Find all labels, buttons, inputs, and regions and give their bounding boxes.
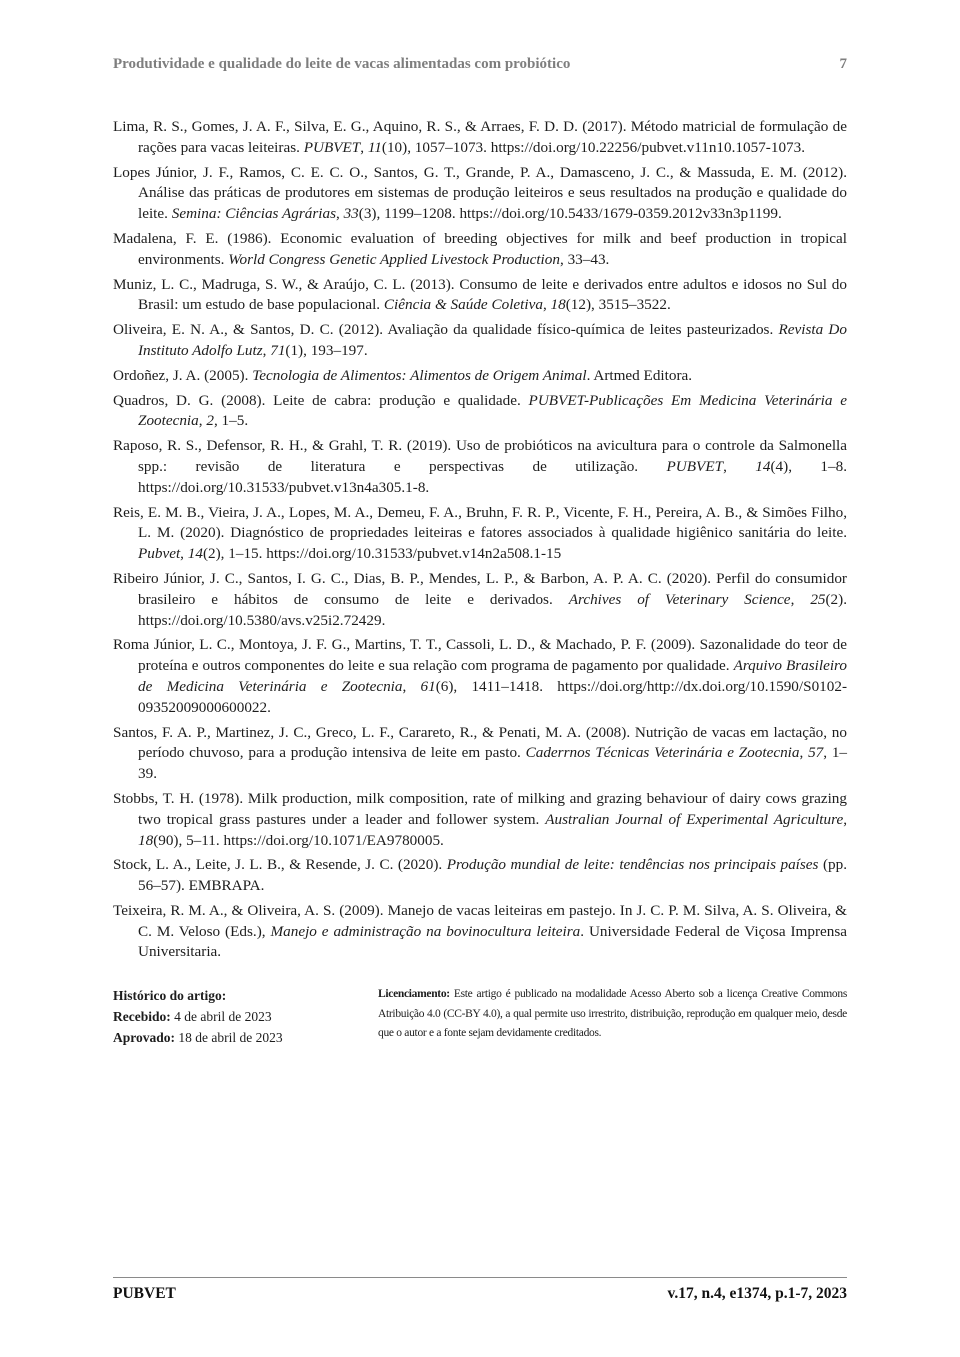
reference-text-segment: Raposo, R. S., Defensor, R. H., & Grahl, T. R. (2019). Uso de probióticos na avicultura para o controle da Salmonella spp.: revisão de literatura e perspectivas de utilização.	[113, 437, 847, 475]
reference-italic-segment: World Congress Genetic Applied Livestock Production	[228, 250, 560, 268]
article-meta-block	[113, 985, 847, 1048]
reference-entry	[113, 229, 847, 271]
citation-info: v.17, n.4, e1374, p.1-7, 2023	[667, 1285, 847, 1302]
reference-italic-segment: Produção mundial de leite: tendências nos principais países	[446, 856, 819, 874]
reference-text-segment: (6), 1411–1418. https://doi.org/http://dx.doi.org/10.1590/S0102-09352009000600022.	[138, 677, 847, 716]
article-history-title-label: Histórico do artigo:	[113, 988, 227, 1004]
reference-text-segment: (90), 5–11. https://doi.org/10.1071/EA9780005.	[153, 831, 444, 849]
reference-text-segment: ,	[843, 810, 847, 828]
reference-entry	[113, 436, 847, 498]
reference-italic-segment: 57	[808, 744, 824, 762]
reference-italic-segment: Manejo e administração na bovinocultura leiteira	[270, 922, 581, 940]
reference-text-segment: Santos, F. A. P., Martinez, J. C., Greco, L. F., Carareto, R., & Penati, M. A. (2008). Nutrição de vacas em lactação, no período chuvoso, para a produção intensiva de leite em pasto.	[113, 723, 847, 762]
reference-text-segment: Quadros, D. G. (2008). Leite de cabra: produção e qualidade.	[113, 391, 529, 409]
reference-text-segment: Muniz, L. C., Madruga, S. W., & Araújo, C. L. (2013). Consumo de leite e derivados entre adultos e idosos no Sul do Brasil: um estudo de base populacional.	[113, 275, 847, 314]
reference-italic-segment: 25	[810, 590, 826, 608]
reference-text-segment: (4), 1–8. https://doi.org/10.31533/pubvet.v13n4a305.1-8.	[138, 457, 847, 496]
received-line	[113, 1006, 378, 1027]
reference-text-segment: Teixeira, R. M. A., & Oliveira, A. S. (2009). Manejo de vacas leiteiras em pastejo. In J. C. P. M. Silva, A. S. Oliveira, & C. M. Veloso (Eds.),	[113, 901, 847, 940]
reference-text-segment: Madalena, F. E. (1986). Economic evaluation of breeding objectives for milk and beef production in tropical environments.	[113, 229, 847, 268]
approved-line	[113, 1027, 378, 1048]
reference-text-segment: , 1–5.	[213, 412, 249, 430]
references-list	[113, 117, 847, 963]
reference-italic-segment: Tecnologia de Alimentos: Alimentos de Origem Animal	[252, 366, 587, 384]
licensing-text: Este artigo é publicado na modalidade Acesso Aberto sob a licença Creative Commons Atribuição 4.0 (CC-BY 4.0), a qual permite uso irrestrito, distribuição, reprodução em qualquer meio, desde que o autor e a fonte sejam devidamente creditados.	[378, 988, 848, 1040]
reference-text-segment: Stobbs, T. H. (1978). Milk production, milk composition, rate of milking and grazing behaviour of dairy cows grazing two tropical grass pastures under a leader and follower system.	[113, 789, 847, 828]
page-number: 7	[839, 56, 847, 72]
reference-text-segment: Roma Júnior, L. C., Montoya, J. F. G., Martins, T. T., Cassoli, L. D., & Machado, P. F. (2009). Sazonalidade do teor de proteína e outros componentes do leite e sua relação com programa de pagamento por qualidade.	[113, 636, 847, 675]
reference-italic-segment: 18	[138, 831, 154, 849]
reference-entry	[113, 855, 847, 897]
reference-text-segment: (3), 1199–1208. https://doi.org/10.5433/1679-0359.2012v33n3p1199.	[358, 205, 782, 223]
reference-entry	[113, 117, 847, 159]
reference-italic-segment: 71	[270, 341, 286, 359]
reference-text-segment: (pp. 56–57). EMBRAPA.	[138, 856, 847, 895]
reference-entry	[113, 789, 847, 851]
reference-italic-segment: Australian Journal of Experimental Agriculture	[545, 810, 844, 828]
reference-italic-segment: PUBVET-Publicações Em Medicina Veterinária e Zootecnia	[138, 391, 848, 430]
reference-text-segment: (2). https://doi.org/10.5380/avs.v25i2.72429.	[138, 590, 848, 629]
reference-text-segment: Ordoñez, J. A. (2005).	[113, 366, 253, 384]
reference-entry	[113, 503, 847, 565]
reference-italic-segment: 18	[550, 296, 566, 314]
reference-text-segment: Reis, E. M. B., Vieira, J. A., Lopes, M. A., Demeu, F. A., Bruhn, F. R. P., Vicente, F. H., Pereira, A. B., & Simões Filho, L. M. (2020). Diagnóstico de propriedades leiteiras e fatores associados à qualidade higiênico sanitária do leite.	[113, 503, 847, 542]
running-head	[113, 54, 847, 75]
reference-text-segment: Stock, L. A., Leite, J. L. B., & Resende, J. C. (2020).	[113, 856, 447, 874]
reference-text-segment: ,	[542, 296, 551, 314]
reference-text-segment: , 1–39.	[138, 744, 848, 783]
reference-text-segment: ,	[402, 677, 421, 695]
reference-text-segment: . Universidade Federal de Viçosa Imprensa Universitaria.	[138, 922, 847, 961]
reference-text-segment: ,	[180, 545, 188, 563]
reference-italic-segment: PUBVET	[303, 138, 361, 156]
approved-date: 18 de abril de 2023	[178, 1030, 283, 1046]
reference-italic-segment: 61	[420, 677, 436, 695]
licensing-label: Licenciamento:	[378, 988, 450, 1001]
reference-text-segment: . Artmed Editora.	[586, 366, 693, 384]
received-date: 4 de abril de 2023	[174, 1009, 272, 1025]
reference-entry	[113, 391, 847, 433]
reference-italic-segment: 11	[367, 138, 382, 156]
reference-text-segment: , 33–43.	[559, 250, 610, 268]
reference-text-segment: ,	[723, 457, 756, 475]
reference-text-segment: ,	[262, 341, 271, 359]
licensing-note	[378, 985, 847, 1044]
approved-label: Aprovado:	[113, 1030, 176, 1046]
reference-text-segment: ,	[360, 138, 368, 156]
reference-text-segment: ,	[790, 590, 811, 608]
reference-italic-segment: Archives of Veterinary Science	[568, 590, 791, 608]
reference-entry	[113, 901, 847, 963]
reference-entry	[113, 163, 847, 225]
reference-text-segment: Lopes Júnior, J. F., Ramos, C. E. C. O., Santos, G. T., Grande, P. A., Damasceno, J. C., & Massuda, E. M. (2012). Análise das práticas de produtores em sistemas de produção leiteiros e seus resultados na produção e qualidade do leite.	[113, 163, 847, 223]
reference-italic-segment: 33	[343, 205, 359, 223]
article-history-title	[113, 985, 378, 1006]
reference-text-segment: ,	[198, 412, 207, 430]
reference-italic-segment: PUBVET	[666, 457, 724, 475]
reference-entry	[113, 366, 847, 387]
reference-text-segment: Lima, R. S., Gomes, J. A. F., Silva, E. G., Aquino, R. S., & Arraes, F. D. D. (2017). Método matricial de formulação de rações para vacas leiteiras.	[113, 118, 847, 156]
journal-name: PUBVET	[113, 1285, 176, 1302]
reference-italic-segment: Ciência & Saúde Coletiva	[383, 296, 543, 314]
page-footer	[113, 1277, 847, 1304]
reference-text-segment: ,	[335, 205, 344, 223]
reference-entry	[113, 275, 847, 317]
reference-italic-segment: 14	[755, 457, 771, 475]
reference-entry	[113, 320, 847, 362]
reference-italic-segment: Revista Do Instituto Adolfo Lutz	[138, 321, 847, 359]
reference-entry	[113, 569, 847, 631]
reference-italic-segment: Pubvet	[138, 545, 181, 563]
reference-text-segment: (10), 1057–1073. https://doi.org/10.22256/pubvet.v11n10.1057-1073.	[381, 138, 806, 156]
reference-text-segment: Ribeiro Júnior, J. C., Santos, I. G. C., Dias, B. P., Mendes, L. P., & Barbon, A. P. A. C. (2020). Perfil do consumidor brasileiro e hábitos de consumo de leite e derivados.	[113, 569, 847, 608]
reference-italic-segment: 14	[187, 545, 203, 563]
running-title: Produtividade e qualidade do leite de vacas alimentadas com probiótico	[113, 56, 571, 72]
reference-entry	[113, 635, 847, 718]
reference-italic-segment: 2	[206, 412, 214, 430]
reference-text-segment: Oliveira, E. N. A., & Santos, D. C. (2012). Avaliação da qualidade físico-química de leites pasteurizados.	[113, 321, 779, 339]
article-history	[113, 985, 378, 1048]
reference-italic-segment: Semina: Ciências Agrárias	[171, 205, 336, 223]
reference-text-segment: (1), 193–197.	[285, 341, 368, 359]
reference-text-segment: ,	[799, 744, 809, 762]
reference-italic-segment: Arquivo Brasileiro de Medicina Veterinária e Zootecnia	[138, 657, 847, 695]
reference-text-segment: (12), 3515–3522.	[565, 296, 671, 314]
reference-text-segment: (2), 1–15. https://doi.org/10.31533/pubvet.v14n2a508.1-15	[202, 545, 562, 563]
reference-entry	[113, 723, 847, 785]
reference-italic-segment: Caderrnos Técnicas Veterinária e Zootecnia	[525, 744, 800, 762]
received-label: Recebido:	[113, 1009, 171, 1025]
